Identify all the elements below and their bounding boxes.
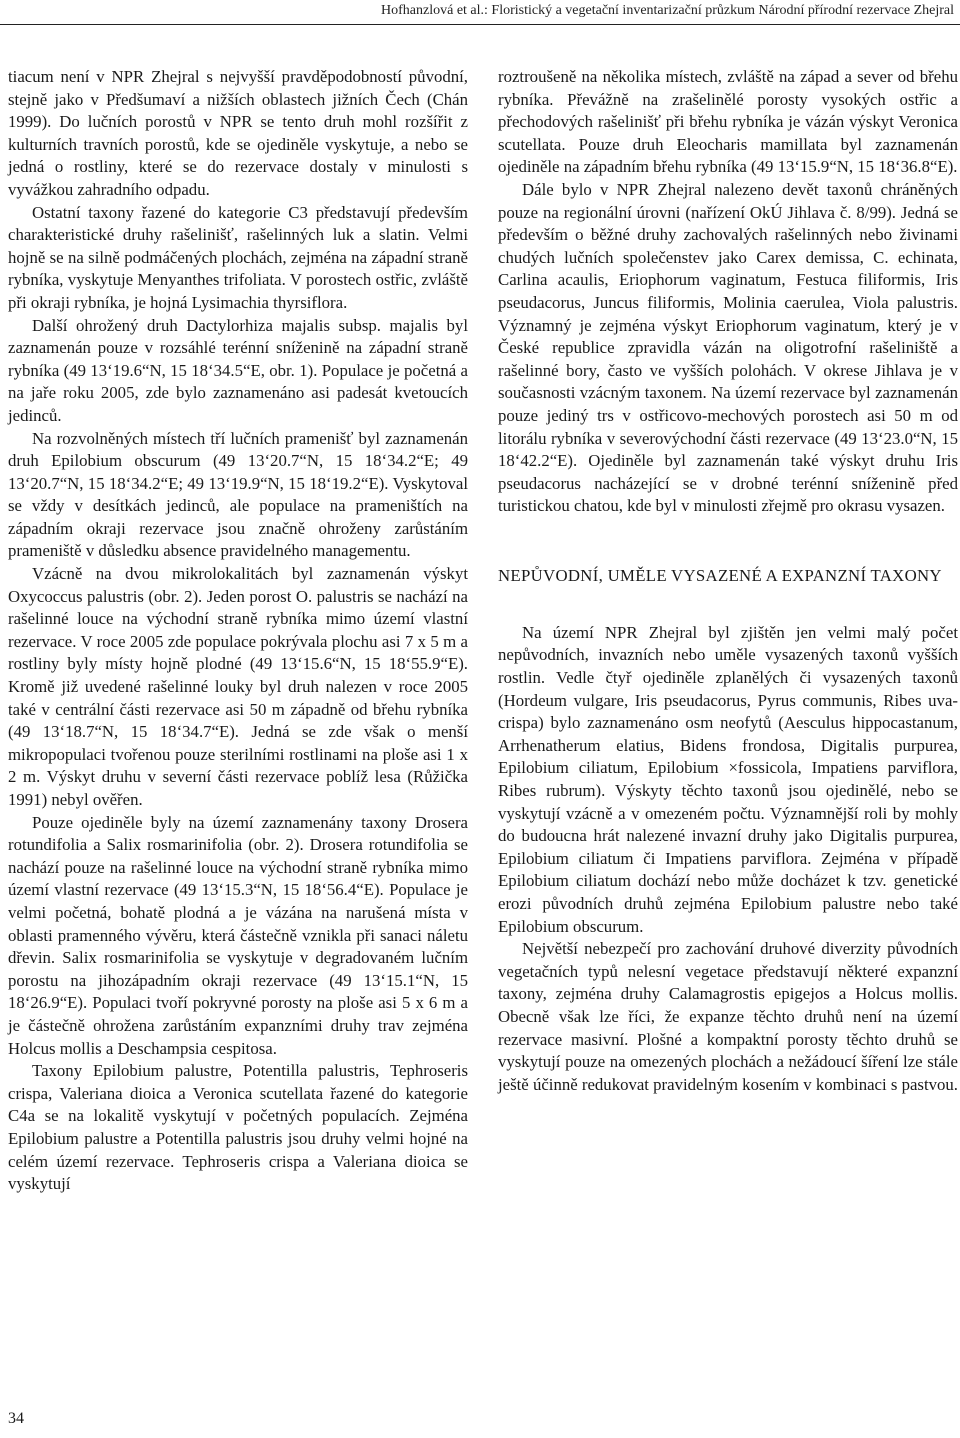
section-heading: NEPŮVODNÍ, UMĚLE VYSAZENÉ A EXPANZNÍ TAXONY [498, 565, 942, 585]
paragraph: Největší nebezpečí pro zachování druhové diverzity původních vegetačních typů nelesní vegetace představují některé expanzní taxony, zejména druhy Calamagrostis epigejos a Holcus mollis. Obecně však lze říci, že expanze těchto druhů není na území rezervace masivní. Plošné a kompaktní porosty těchto druhů se vyskytují pouze na omezených plochách a nežádoucí šíření lze stále ještě účinně redukovat pravidelným kosením v kombinaci s pastvou. [498, 939, 958, 1094]
running-header [0, 0, 960, 25]
paragraph: Dále bylo v NPR Zhejral nalezeno devět taxonů chráněných pouze na regionální úrovni (nařízení OkÚ Jihlava č. 8/99). Jedná se především o běžné druhy zachovalých rašelinných nebo živinami chudých lučních společenstev jako Carex demissa, C. echinata, Carlina acaulis, Eriophorum vaginatum, Festuca filiformis, Iris pseudacorus, Juncus filiformis, Molinia caerulea, Viola palustris. Významný je zejména výskyt Eriophorum vaginatum, který je v České republice zpravidla vázán na oligotrofní rašeliniště a rašelinné bory, často ve vyšších polohách. V okrese Jihlava je v současnosti vzácným taxonem. Na území rezervace byl zaznamenán pouze jediný trs v ostřicovo-mechových porostech asi 50 m od litorálu rybníka v severovýchodní části rezervace (49 13‘23.0“N, 15 18‘42.2“E). Ojediněle byl zaznamenán také výskyt druhu Iris pseudacorus nacházející se v drobné terénní sníženině před turistickou chatou, kde byl v minulosti zřejmě pro okrasu vysazen. [498, 179, 958, 516]
paragraph: tiacum není v NPR Zhejral s nejvyšší pravděpodobností původní, stejně jako v Předšumaví a nižších oblastech jižních Čech (Chán 1999). Do lučních porostů v NPR se tento druh mohl rozšířit z kulturních travních porostů, kde se ojediněle vyskytuje, a nebo se jedná o rostliny, které se do rezervace dostaly v minulosti s vyvážkou zahradního odpadu. [8, 67, 468, 199]
running-title: Hofhanzlová et al.: Floristický a vegetační inventarizační průzkum Národní přírodní rezervace Zhejral [381, 3, 954, 18]
paragraph: Na území NPR Zhejral byl zjištěn jen velmi malý počet nepůvodních, invazních nebo uměle vysazených taxonů vyšších rostlin. Vedle čtyř ojediněle zplanělých či vysazených taxonů (Hordeum vulgare, Iris pseudacorus, Pyrus communis, Ribes uva-crispa) bylo zaznamenáno osm neofytů (Aesculus hippocastanum, Arrhenatherum elatius, Bidens frondosa, Digitalis purpurea, Epilobium ciliatum, Epilobium ×fossicola, Impatiens parviflora, Ribes rubrum). Výskyty těchto taxonů jsou ojedinělé, nebo se vyskytují vzácně a v omezeném počtu. Významnější roli by mohly do budoucna hrát nalezené invazní druhy jako Digitalis purpurea, Epilobium ciliatum či Impatiens parviflora. Zejména v případě Epilobium ciliatum dochází nebo může docházet k tzv. genetické erozi původních druhů zejména Epilobium palustre nebo také Epilobium obscurum. [498, 622, 958, 936]
paragraph: Na rozvolněných místech tří lučních pramenišť byl zaznamenán druh Epilobium obscurum (49 13‘20.7“N, 15 18‘34.2“E; 49 13‘20.7“N, 15 18‘34.2“E; 49 13‘19.9“N, 15 18‘19.2“E). Vyskytoval se vždy v desítkách jedinců, ale populace na prameništích na západním okraji rezervace jsou značně ohroženy zarůstáním prameniště v důsledku absence pravidelného managementu. [8, 428, 468, 561]
paragraph: Pouze ojediněle byly na území zaznamenány taxony Drosera rotundifolia a Salix rosmarinifolia (obr. 2). Drosera rotundifolia se nachází pouze na rašelinné louce na východní straně rybníka mimo území vlastní rezervace (49 13‘15.3“N, 15 18‘56.4“E). Populace je velmi početná, bohatě plodná a je vázána na narušená místa v oblasti pramenného vývěru, která částečně vznikla při sanaci náletu dřevin. Salix rosmarinifolia se vyskytuje v degradovaném lučním porostu na jihozápadním okraji rezervace (49 13‘15.1“N, 15 18‘26.9“E). Populaci tvoří pokryvné porosty na ploše asi 5 x 6 m a je částečně ohrožena zarůstáním expanzními druhy trav zejména Holcus mollis a Deschampsia cespitosa. [8, 812, 468, 1058]
paragraph: roztroušeně na několika místech, zvláště na západ a sever od břehu rybníka. Převážně na zrašelinělé porosty vysokých ostřic a přechodových rašelinišť při břehu rybníka je vázán výskyt Veronica scutellata. Pouze druh Eleocharis mamillata byl zaznamenán ojediněle na západním břehu rybníka (49 13‘15.9“N, 15 18‘36.8“E). [498, 67, 958, 177]
paragraph: Taxony Epilobium palustre, Potentilla palustris, Tephroseris crispa, Valeriana dioica a Veronica scutellata řazené do kategorie C4a se na lokalitě vyskytují v početných populacích. Zejména Epilobium palustre a Potentilla palustris jsou druhy velmi hojné na celém území rezervace. Tephroseris crispa a Valeriana dioica se vyskytují [8, 1061, 468, 1194]
paragraph: Ostatní taxony řazené do kategorie C3 představují především charakteristické druhy rašelinišť, rašelinných luk a slatin. Velmi hojně se na silně podmáčených plochách, zejména na západní straně rybníka, vyskytuje Menyanthes trifoliata. V porostech ostřic, zvláště při okraji rybníka, je hojná Lysimachia thyrsiflora. [8, 202, 468, 312]
left-column [8, 66, 468, 1196]
right-column [498, 66, 958, 1096]
paragraph: Vzácně na dvou mikrolokalitách byl zaznamenán výskyt Oxycoccus palustris (obr. 2). Jeden porost O. palustris se nachází na rašelinné louce na východní straně rybníka mimo území vlastní rezervace. V roce 2005 zde populace pokrývala plochu asi 7 x 5 m a rostliny byly místy hojně plodné (49 13‘15.6“N, 15 18‘55.9“E). Kromě již uvedené rašelinné louky byl druh nalezen v roce 2005 také v centrální části rezervace asi 50 m západně od břehu rybníka (49 13‘18.7“N, 15 18‘34.7“E). Jedná se zde však o menší mikropopulaci tvořenou pouze sterilními rostlinami na ploše asi 1 x 2 m. Výskyt druhu v severní části rezervace poblíž lesa (Růžička 1991) nebyl ověřen. [8, 564, 468, 809]
paragraph: Další ohrožený druh Dactylorhiza majalis subsp. majalis byl zaznamenán pouze v rozsáhlé terénní sníženině na západní straně rybníka (49 13‘19.6“N, 15 18‘34.5“E, obr. 1). Populace je početná a na jaře roku 2005, zde bylo zaznamenáno asi padesát kvetoucích jedinců. [8, 315, 468, 425]
page-number: 34 [8, 1410, 24, 1427]
